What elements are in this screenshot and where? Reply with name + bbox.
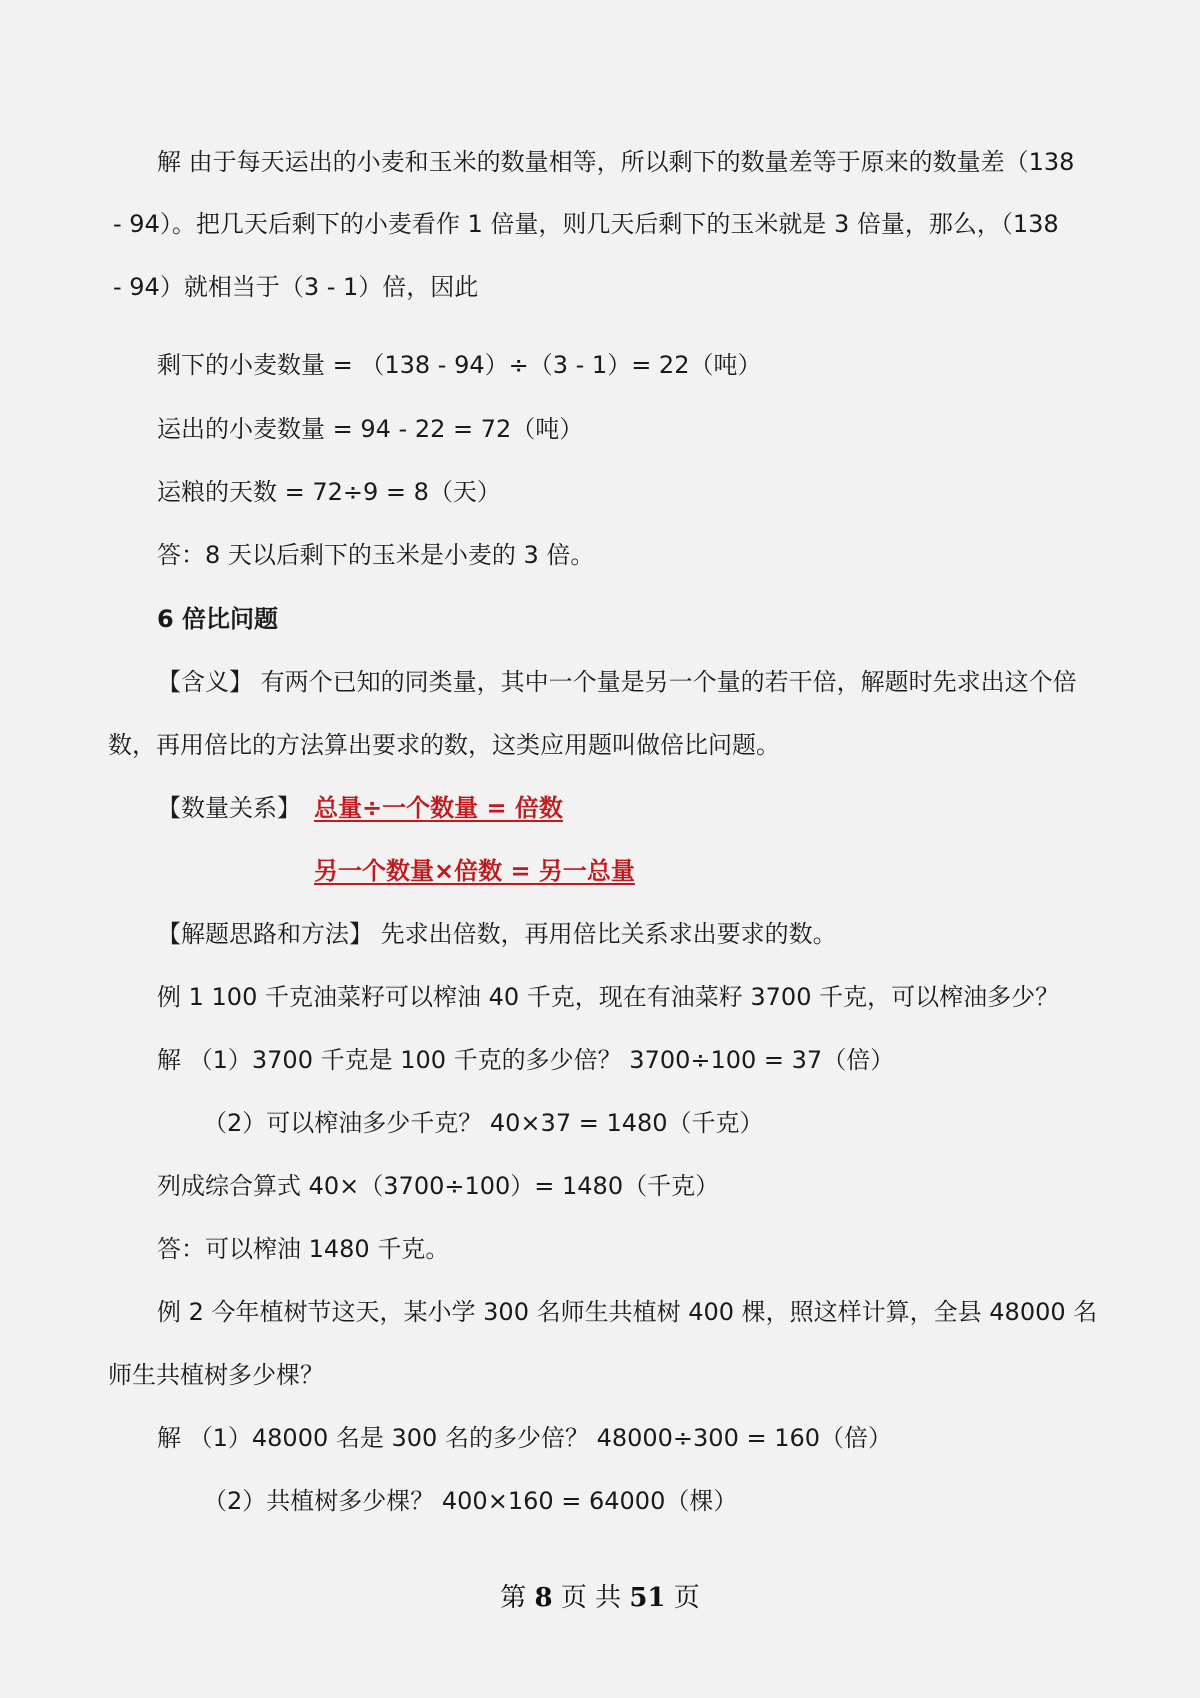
- footer-total-pages: 51: [629, 1583, 666, 1613]
- page-footer: [0, 1582, 1200, 1614]
- example1-step-1: 解 （1）3700 千克是 100 千克的多少倍？ 3700÷100 = 37（倍）: [157, 1046, 895, 1074]
- example2-question-line-1: 例 2 今年植树节这天，某小学 300 名师生共植树 400 棵，照这样计算，全县 48000 名: [157, 1298, 1098, 1326]
- solution-line-4: 剩下的小麦数量 = （138 - 94）÷（3 - 1）= 22（吨）: [157, 351, 762, 379]
- example1-step-2: （2）可以榨油多少千克？ 40×37 = 1480（千克）: [203, 1109, 764, 1137]
- example2-step-1: 解 （1）48000 名是 300 名的多少倍？ 48000÷300 = 160（倍）: [157, 1424, 893, 1452]
- relation-formula-2: 另一个数量×倍数 = 另一总量: [314, 857, 635, 885]
- solution-line-5: 运出的小麦数量 = 94 - 22 = 72（吨）: [157, 415, 584, 443]
- relation-label: 【数量关系】: [157, 794, 301, 822]
- footer-middle: 页 共: [560, 1583, 622, 1613]
- footer-page-number: 8: [534, 1583, 553, 1613]
- example2-step-2: （2）共植树多少棵？ 400×160 = 64000（棵）: [203, 1487, 738, 1515]
- meaning-line-2: 数，再用倍比的方法算出要求的数，这类应用题叫做倍比问题。: [108, 731, 780, 759]
- meaning-line-1: 【含义】 有两个已知的同类量，其中一个量是另一个量的若干倍，解题时先求出这个倍: [157, 668, 1077, 696]
- method-line: 【解题思路和方法】 先求出倍数，再用倍比关系求出要求的数。: [157, 920, 837, 948]
- solution-line-3: - 94）就相当于（3 - 1）倍，因此: [113, 273, 479, 301]
- example1-question: 例 1 100 千克油菜籽可以榨油 40 千克，现在有油菜籽 3700 千克，可以榨油多少？: [157, 983, 1060, 1011]
- example2-question-line-2: 师生共植树多少棵？: [108, 1361, 324, 1389]
- example1-answer: 答：可以榨油 1480 千克。: [157, 1235, 450, 1263]
- solution-line-1: 解 由于每天运出的小麦和玉米的数量相等，所以剩下的数量差等于原来的数量差（138: [157, 148, 1075, 176]
- section-heading: 6 倍比问题: [157, 605, 279, 633]
- example1-combined: 列成综合算式 40×（3700÷100）= 1480（千克）: [157, 1172, 720, 1200]
- solution-line-6: 运粮的天数 = 72÷9 = 8（天）: [157, 478, 501, 506]
- solution-answer: 答：8 天以后剩下的玉米是小麦的 3 倍。: [157, 541, 595, 569]
- footer-prefix: 第: [500, 1583, 527, 1613]
- relation-formula-1: 总量÷一个数量 = 倍数: [314, 794, 563, 822]
- solution-line-2: - 94）。把几天后剩下的小麦看作 1 倍量，则几天后剩下的玉米就是 3 倍量，那么，（138: [113, 210, 1059, 238]
- footer-suffix: 页: [673, 1583, 700, 1613]
